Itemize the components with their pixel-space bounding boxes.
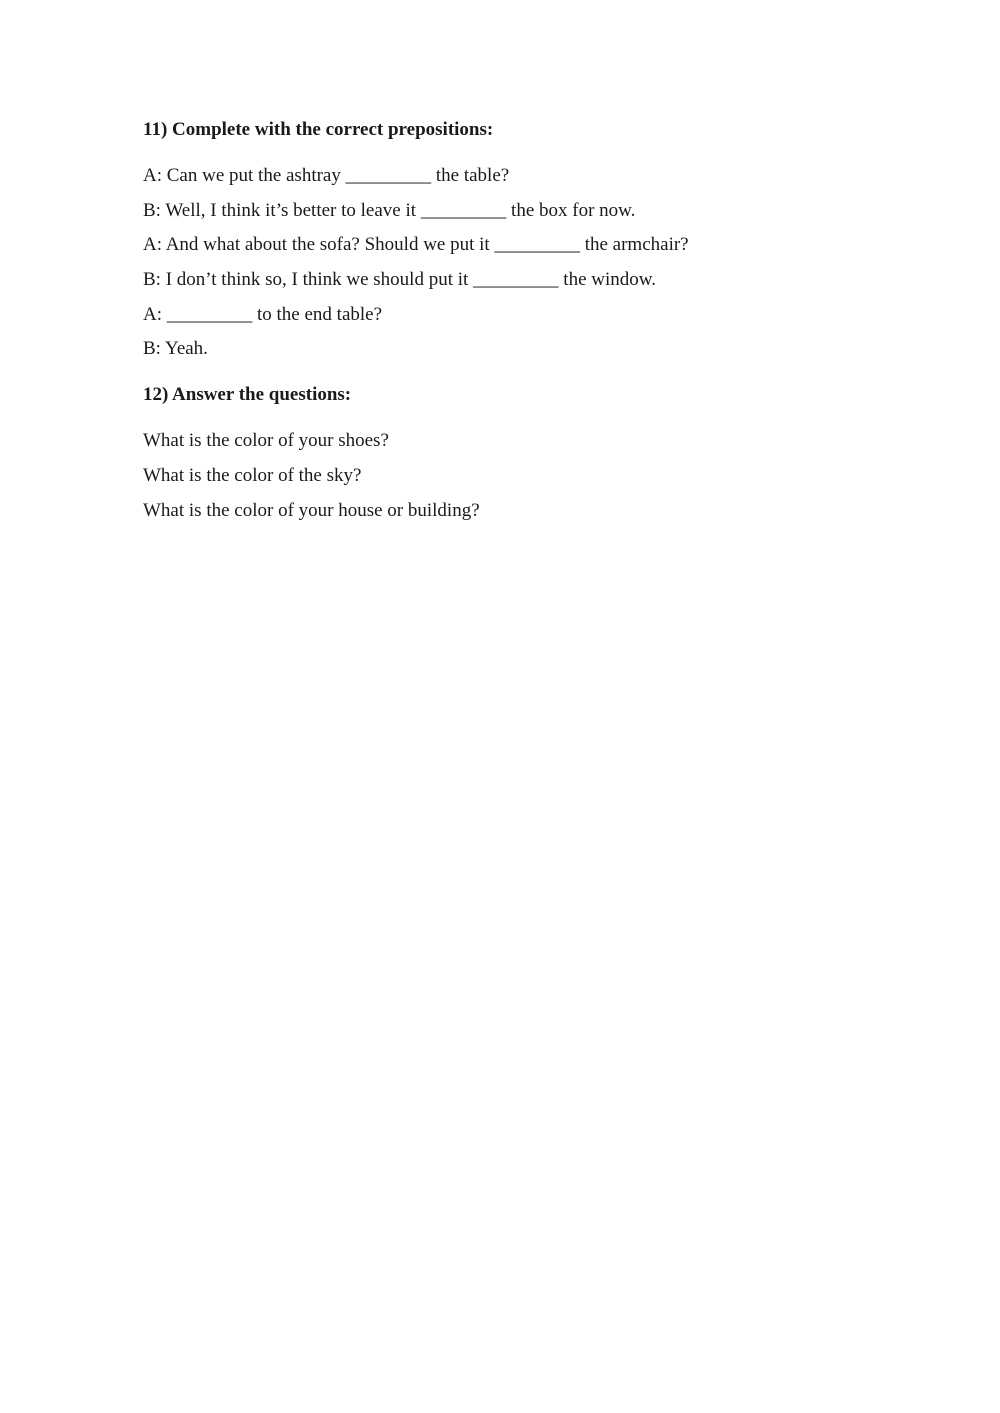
exercise-12-heading: 12) Answer the questions: [143, 384, 352, 406]
dialogue-line-1: A: Can we put the ashtray _________ the table? [143, 165, 510, 186]
dialogue-line-4: B: I don’t think so, I think we should put it _________ the window. [143, 269, 656, 291]
dialogue-line-2: B: Well, I think it’s better to leave it _________ the box for now. [143, 199, 636, 221]
exercise-11-heading: 11) Complete with the correct prepositions: [143, 119, 494, 140]
question-line-3: What is the color of your house or building? [143, 499, 480, 521]
question-line-2: What is the color of the sky? [143, 465, 362, 487]
dialogue-line-3: A: And what about the sofa? Should we put it _________ the armchair? [143, 234, 689, 256]
question-line-1: What is the color of your shoes? [143, 430, 389, 452]
dialogue-line-5: A: _________ to the end table? [143, 303, 383, 325]
exercise-11 [143, 117, 903, 362]
worksheet-content [143, 117, 903, 533]
exercise-12 [143, 382, 903, 523]
dialogue-line-6: B: Yeah. [143, 338, 208, 360]
